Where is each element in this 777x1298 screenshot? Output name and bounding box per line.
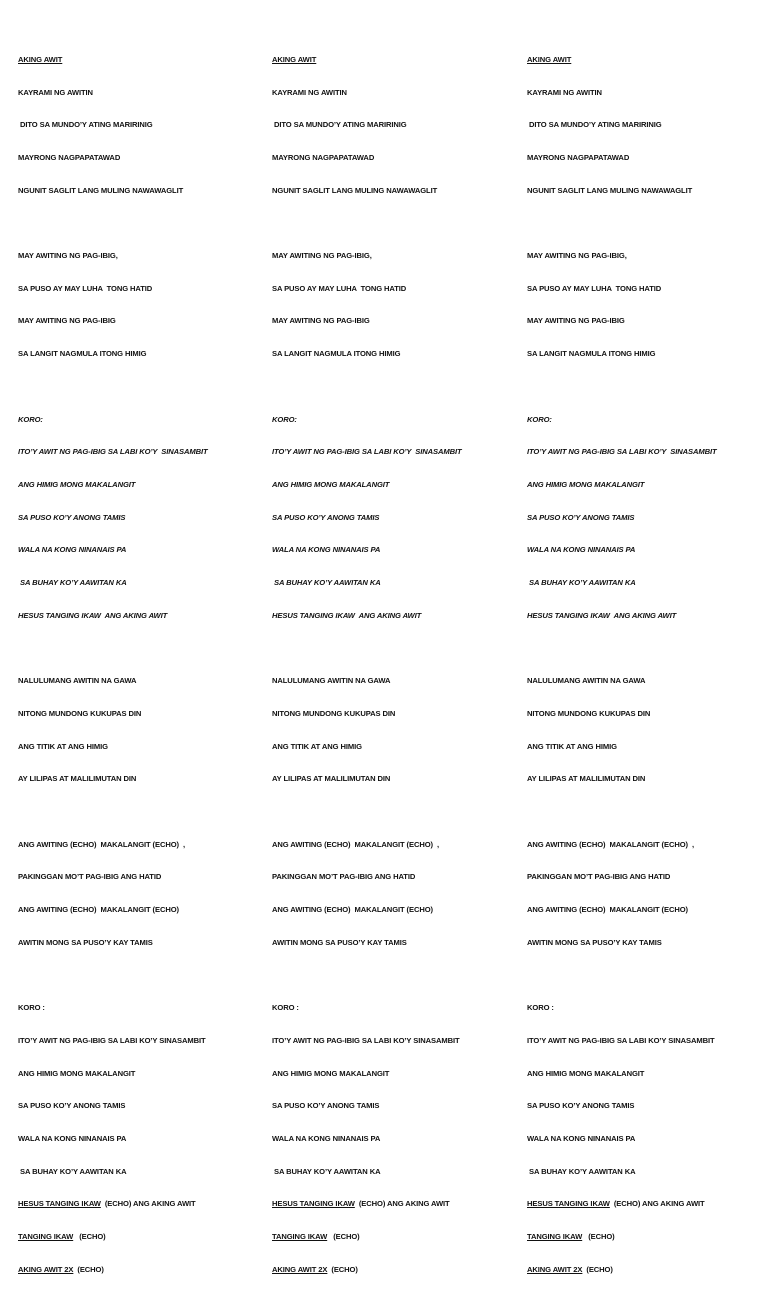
koro2-line: SA PUSO KO’Y ANONG TAMIS bbox=[272, 1101, 380, 1111]
verse3-line: AY LILIPAS AT MALILIMUTAN DIN bbox=[272, 774, 391, 784]
verse2-line: SA PUSO AY MAY LUHA TONG HATID bbox=[272, 283, 407, 293]
koro1-line: HESUS TANGING IKAW ANG AKING AWIT bbox=[18, 610, 168, 620]
verse4-line: AWITIN MONG SA PUSO’Y KAY TAMIS bbox=[527, 937, 662, 947]
verse1-line: KAYRAMI NG AWITIN bbox=[272, 87, 347, 97]
lyrics-column-2 bbox=[272, 33, 522, 1298]
verse4-line: ANG AWITING (ECHO) MAKALANGIT (ECHO) bbox=[18, 905, 179, 915]
ending-rest: (ECHO) ANG AKING AWIT bbox=[354, 1199, 450, 1209]
verse3-line: NITONG MUNDONG KUKUPAS DIN bbox=[18, 708, 142, 718]
koro2-line: WALA NA KONG NINANAIS PA bbox=[527, 1134, 636, 1144]
verse4-line: ANG AWITING (ECHO) MAKALANGIT (ECHO) bbox=[527, 905, 688, 915]
verse4-line: ANG AWITING (ECHO) MAKALANGIT (ECHO) , bbox=[18, 839, 185, 849]
koro1-line: SA PUSO KO’Y ANONG TAMIS bbox=[527, 512, 635, 522]
ending-line-2 bbox=[18, 1232, 268, 1243]
koro2-label: KORO : bbox=[527, 1003, 554, 1013]
verse4-line: PAKINGGAN MO’T PAG-IBIG ANG HATID bbox=[527, 872, 671, 882]
koro2-line: ANG HIMIG MONG MAKALANGIT bbox=[527, 1068, 645, 1078]
koro1-line: ANG HIMIG MONG MAKALANGIT bbox=[272, 479, 390, 489]
verse2-line: MAY AWITING NG PAG-IBIG bbox=[18, 316, 116, 326]
verse4-line: ANG AWITING (ECHO) MAKALANGIT (ECHO) , bbox=[527, 839, 694, 849]
ending-rest: (ECHO) bbox=[73, 1232, 106, 1242]
verse4-line: ANG AWITING (ECHO) MAKALANGIT (ECHO) bbox=[272, 905, 433, 915]
verse3-line: ANG TITIK AT ANG HIMIG bbox=[272, 741, 362, 751]
verse3-line: AY LILIPAS AT MALILIMUTAN DIN bbox=[18, 774, 137, 784]
verse3-line: NITONG MUNDONG KUKUPAS DIN bbox=[272, 708, 396, 718]
verse2-line: SA PUSO AY MAY LUHA TONG HATID bbox=[18, 283, 153, 293]
ending-line-3 bbox=[527, 1265, 777, 1276]
koro1-line: WALA NA KONG NINANAIS PA bbox=[272, 545, 381, 555]
koro2-line: SA BUHAY KO’Y AAWITAN KA bbox=[18, 1166, 127, 1176]
verse3-line: ANG TITIK AT ANG HIMIG bbox=[18, 741, 108, 751]
koro2-line: ITO’Y AWIT NG PAG-IBIG SA LABI KO’Y SINASAMBIT bbox=[18, 1035, 206, 1045]
verse1-line: NGUNIT SAGLIT LANG MULING NAWAWAGLIT bbox=[18, 185, 184, 195]
verse1-line: NGUNIT SAGLIT LANG MULING NAWAWAGLIT bbox=[272, 185, 438, 195]
verse1-line: MAYRONG NAGPAPATAWAD bbox=[527, 152, 630, 162]
verse1-line: DITO SA MUNDO’Y ATING MARIRINIG bbox=[527, 120, 662, 130]
koro-label: KORO: bbox=[18, 414, 43, 424]
ending-rest: (ECHO) bbox=[73, 1264, 104, 1274]
verse4-line: AWITIN MONG SA PUSO’Y KAY TAMIS bbox=[18, 937, 153, 947]
ending-line-3 bbox=[272, 1265, 522, 1276]
verse4-line: PAKINGGAN MO’T PAG-IBIG ANG HATID bbox=[272, 872, 416, 882]
koro2-line: SA PUSO KO’Y ANONG TAMIS bbox=[527, 1101, 635, 1111]
koro-label: KORO: bbox=[527, 414, 552, 424]
verse1-line: MAYRONG NAGPAPATAWAD bbox=[18, 152, 121, 162]
koro2-line: WALA NA KONG NINANAIS PA bbox=[272, 1134, 381, 1144]
verse3-line: NITONG MUNDONG KUKUPAS DIN bbox=[527, 708, 651, 718]
koro2-line: ITO’Y AWIT NG PAG-IBIG SA LABI KO’Y SINASAMBIT bbox=[527, 1035, 715, 1045]
verse2-line: SA LANGIT NAGMULA ITONG HIMIG bbox=[527, 349, 656, 359]
ending-line-3 bbox=[18, 1265, 268, 1276]
verse3-line: ANG TITIK AT ANG HIMIG bbox=[527, 741, 617, 751]
ending-underlined: HESUS TANGING IKAW bbox=[527, 1199, 610, 1209]
koro1-line: SA BUHAY KO’Y AAWITAN KA bbox=[527, 578, 636, 588]
song-title: AKING AWIT bbox=[272, 54, 317, 64]
ending-underlined: AKING AWIT 2X bbox=[18, 1264, 74, 1274]
koro2-line: ANG HIMIG MONG MAKALANGIT bbox=[18, 1068, 136, 1078]
ending-underlined: TANGING IKAW bbox=[527, 1232, 583, 1242]
verse2-line: MAY AWITING NG PAG-IBIG bbox=[527, 316, 625, 326]
ending-rest: (ECHO) bbox=[582, 1264, 613, 1274]
koro2-line: SA BUHAY KO’Y AAWITAN KA bbox=[272, 1166, 381, 1176]
koro2-label: KORO : bbox=[18, 1003, 45, 1013]
verse1-line: KAYRAMI NG AWITIN bbox=[18, 87, 93, 97]
ending-underlined: HESUS TANGING IKAW bbox=[272, 1199, 355, 1209]
ending-line-2 bbox=[272, 1232, 522, 1243]
lyrics-column-3 bbox=[527, 33, 777, 1298]
ending-underlined: TANGING IKAW bbox=[18, 1232, 74, 1242]
verse4-line: AWITIN MONG SA PUSO’Y KAY TAMIS bbox=[272, 937, 407, 947]
verse2-line: MAY AWITING NG PAG-IBIG, bbox=[272, 251, 372, 261]
koro2-line: SA PUSO KO’Y ANONG TAMIS bbox=[18, 1101, 126, 1111]
verse2-line: MAY AWITING NG PAG-IBIG bbox=[272, 316, 370, 326]
koro1-line: ANG HIMIG MONG MAKALANGIT bbox=[527, 479, 645, 489]
koro-label: KORO: bbox=[272, 414, 297, 424]
koro1-line: ANG HIMIG MONG MAKALANGIT bbox=[18, 479, 136, 489]
ending-line-2 bbox=[527, 1232, 777, 1243]
koro1-line: SA PUSO KO’Y ANONG TAMIS bbox=[272, 512, 380, 522]
verse2-line: SA PUSO AY MAY LUHA TONG HATID bbox=[527, 283, 662, 293]
ending-rest: (ECHO) bbox=[327, 1232, 360, 1242]
koro1-line: ITO’Y AWIT NG PAG-IBIG SA LABI KO’Y SINASAMBIT bbox=[272, 447, 462, 457]
koro1-line: ITO’Y AWIT NG PAG-IBIG SA LABI KO’Y SINASAMBIT bbox=[527, 447, 717, 457]
verse1-line: DITO SA MUNDO’Y ATING MARIRINIG bbox=[18, 120, 153, 130]
koro1-line: WALA NA KONG NINANAIS PA bbox=[18, 545, 127, 555]
ending-rest: (ECHO) ANG AKING AWIT bbox=[609, 1199, 705, 1209]
verse2-line: MAY AWITING NG PAG-IBIG, bbox=[18, 251, 118, 261]
ending-underlined: HESUS TANGING IKAW bbox=[18, 1199, 101, 1209]
verse3-line: AY LILIPAS AT MALILIMUTAN DIN bbox=[527, 774, 646, 784]
verse1-line: KAYRAMI NG AWITIN bbox=[527, 87, 602, 97]
koro1-line: SA BUHAY KO’Y AAWITAN KA bbox=[18, 578, 127, 588]
ending-rest: (ECHO) bbox=[327, 1264, 358, 1274]
verse4-line: PAKINGGAN MO’T PAG-IBIG ANG HATID bbox=[18, 872, 162, 882]
ending-line-1 bbox=[527, 1199, 777, 1210]
ending-rest: (ECHO) ANG AKING AWIT bbox=[100, 1199, 196, 1209]
verse4-line: ANG AWITING (ECHO) MAKALANGIT (ECHO) , bbox=[272, 839, 439, 849]
song-title: AKING AWIT bbox=[18, 54, 63, 64]
ending-underlined: TANGING IKAW bbox=[272, 1232, 328, 1242]
koro2-line: ANG HIMIG MONG MAKALANGIT bbox=[272, 1068, 390, 1078]
verse2-line: MAY AWITING NG PAG-IBIG, bbox=[527, 251, 627, 261]
ending-line-1 bbox=[272, 1199, 522, 1210]
koro1-line: ITO’Y AWIT NG PAG-IBIG SA LABI KO’Y SINASAMBIT bbox=[18, 447, 208, 457]
koro1-line: SA BUHAY KO’Y AAWITAN KA bbox=[272, 578, 381, 588]
koro1-line: SA PUSO KO’Y ANONG TAMIS bbox=[18, 512, 126, 522]
koro2-line: WALA NA KONG NINANAIS PA bbox=[18, 1134, 127, 1144]
ending-underlined: AKING AWIT 2X bbox=[272, 1264, 328, 1274]
verse2-line: SA LANGIT NAGMULA ITONG HIMIG bbox=[18, 349, 147, 359]
verse1-line: DITO SA MUNDO’Y ATING MARIRINIG bbox=[272, 120, 407, 130]
verse3-line: NALULUMANG AWITIN NA GAWA bbox=[527, 676, 646, 686]
koro2-label: KORO : bbox=[272, 1003, 299, 1013]
verse3-line: NALULUMANG AWITIN NA GAWA bbox=[272, 676, 391, 686]
verse2-line: SA LANGIT NAGMULA ITONG HIMIG bbox=[272, 349, 401, 359]
koro2-line: ITO’Y AWIT NG PAG-IBIG SA LABI KO’Y SINASAMBIT bbox=[272, 1035, 460, 1045]
song-title: AKING AWIT bbox=[527, 54, 572, 64]
verse1-line: NGUNIT SAGLIT LANG MULING NAWAWAGLIT bbox=[527, 185, 693, 195]
ending-rest: (ECHO) bbox=[582, 1232, 615, 1242]
koro1-line: HESUS TANGING IKAW ANG AKING AWIT bbox=[272, 610, 422, 620]
koro1-line: HESUS TANGING IKAW ANG AKING AWIT bbox=[527, 610, 677, 620]
koro2-line: SA BUHAY KO’Y AAWITAN KA bbox=[527, 1166, 636, 1176]
ending-underlined: AKING AWIT 2X bbox=[527, 1264, 583, 1274]
verse3-line: NALULUMANG AWITIN NA GAWA bbox=[18, 676, 137, 686]
lyrics-column-1 bbox=[18, 33, 268, 1298]
koro1-line: WALA NA KONG NINANAIS PA bbox=[527, 545, 636, 555]
ending-line-1 bbox=[18, 1199, 268, 1210]
verse1-line: MAYRONG NAGPAPATAWAD bbox=[272, 152, 375, 162]
